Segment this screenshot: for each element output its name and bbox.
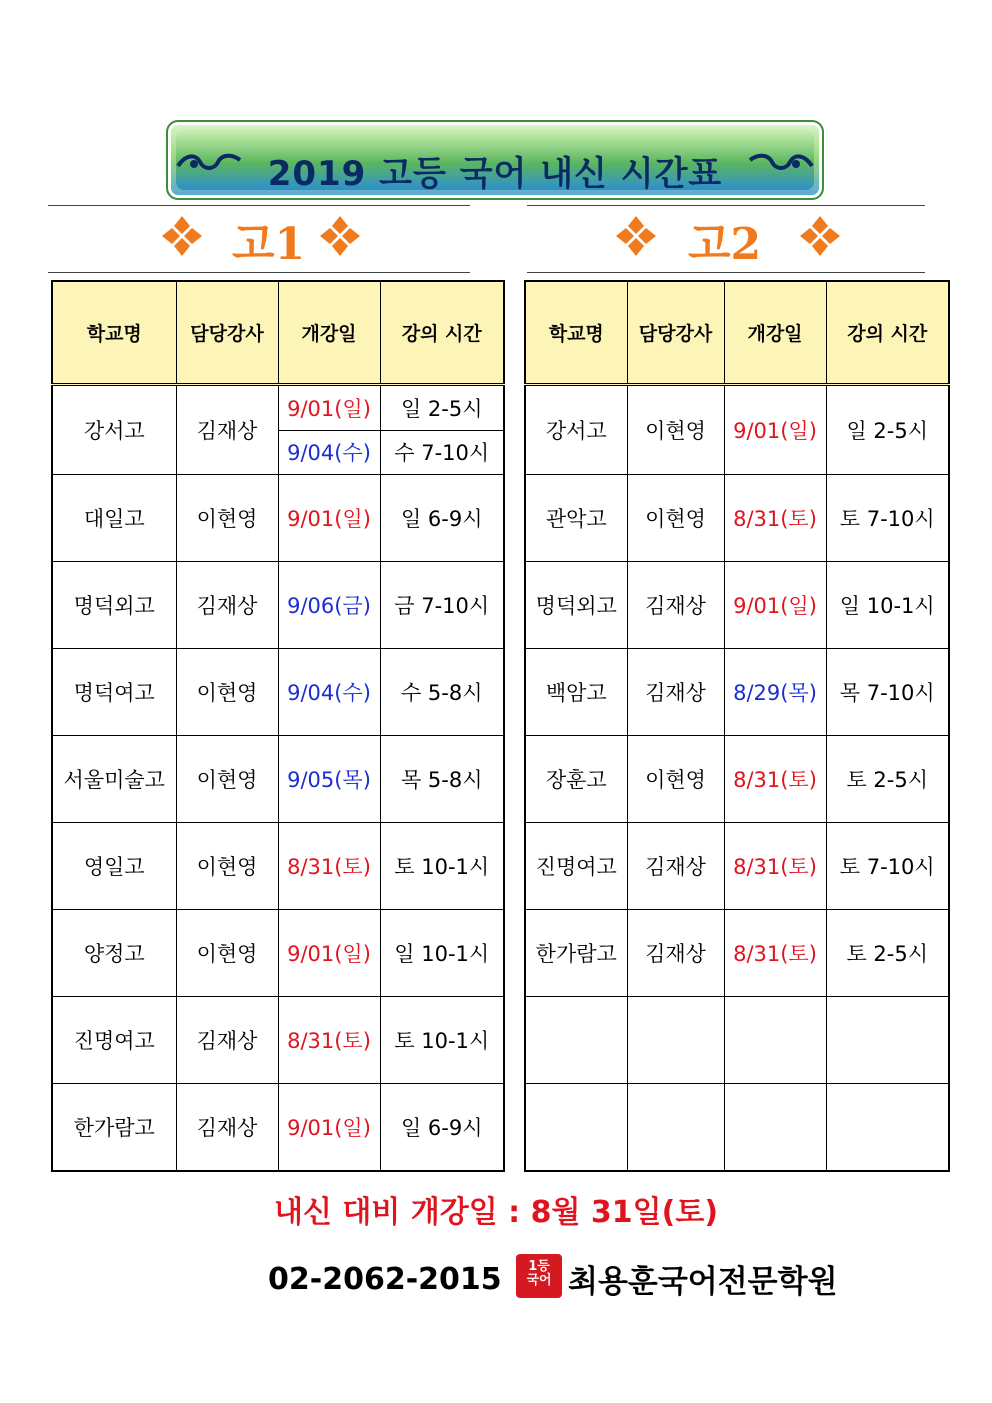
- start-date-cell: 9/04(수): [278, 649, 380, 736]
- flourish-right-icon: [746, 144, 816, 180]
- class-time-cell: 일 10-1시: [826, 562, 949, 649]
- header-start-date: 개강일: [278, 281, 380, 385]
- teacher-cell: 이현영: [176, 649, 278, 736]
- table-row: [525, 823, 949, 910]
- teacher-cell: 이현영: [627, 385, 724, 475]
- table-row: [525, 385, 949, 475]
- school-cell: 진명여고: [52, 997, 176, 1084]
- grade-2-heading: 고2: [688, 219, 762, 270]
- school-cell: 양정고: [52, 910, 176, 997]
- logo-text-top: 1등: [528, 1259, 550, 1274]
- start-date-cell: 9/01(일): [724, 385, 826, 475]
- class-time-cell: 수 7-10시: [380, 430, 504, 475]
- rule-g1-top: [48, 205, 470, 206]
- start-date-cell: 9/01(일): [278, 385, 380, 431]
- table-row: [525, 910, 949, 997]
- grade-1-timetable: [51, 280, 505, 1172]
- school-cell: 강서고: [52, 385, 176, 475]
- header-teacher: 담당강사: [176, 281, 278, 385]
- class-time-cell: 토 7-10시: [826, 475, 949, 562]
- diamond-ornament-icon: [318, 214, 362, 258]
- table-row: [525, 475, 949, 562]
- teacher-cell: 김재상: [176, 997, 278, 1084]
- school-cell: 관악고: [525, 475, 627, 562]
- table-row: [52, 823, 504, 910]
- rule-g1-bottom: [48, 272, 470, 273]
- table-row: [525, 562, 949, 649]
- start-date-cell: 8/31(토): [278, 823, 380, 910]
- table-header-row: [52, 281, 504, 385]
- header-class-time: 강의 시간: [380, 281, 504, 385]
- logo-text-bottom: 국어: [526, 1273, 552, 1288]
- class-time-cell: 목 5-8시: [380, 736, 504, 823]
- school-cell: 강서고: [525, 385, 627, 475]
- school-cell: 영일고: [52, 823, 176, 910]
- grade-1-heading: 고1: [232, 219, 306, 270]
- school-cell: 백암고: [525, 649, 627, 736]
- school-cell: 명덕여고: [52, 649, 176, 736]
- school-cell: 서울미술고: [52, 736, 176, 823]
- table-row: [52, 910, 504, 997]
- start-date-cell: 9/04(수): [278, 430, 380, 475]
- class-time-cell: 목 7-10시: [826, 649, 949, 736]
- header-start-date: 개강일: [724, 281, 826, 385]
- table-header-row: [525, 281, 949, 385]
- opening-date-note: 내신 대비 개강일 : 8월 31일(토): [273, 1195, 719, 1230]
- class-time-cell: 일 6-9시: [380, 1084, 504, 1172]
- class-time-cell: 수 5-8시: [380, 649, 504, 736]
- start-date-cell: 9/06(금): [278, 562, 380, 649]
- empty-cell: [724, 1084, 826, 1172]
- table-row: [52, 385, 504, 431]
- empty-cell: [724, 997, 826, 1084]
- class-time-cell: 토 2-5시: [826, 910, 949, 997]
- academy-logo: [516, 1254, 562, 1298]
- header-school: 학교명: [525, 281, 627, 385]
- table-row: [52, 475, 504, 562]
- table-row: [52, 1084, 504, 1172]
- empty-cell: [627, 997, 724, 1084]
- diamond-ornament-icon: [798, 214, 842, 258]
- table-row-empty: [525, 1084, 949, 1172]
- school-cell: 진명여고: [525, 823, 627, 910]
- start-date-cell: 9/01(일): [278, 1084, 380, 1172]
- class-time-cell: 토 10-1시: [380, 823, 504, 910]
- empty-cell: [627, 1084, 724, 1172]
- table-row: [52, 562, 504, 649]
- class-time-cell: 토 10-1시: [380, 997, 504, 1084]
- teacher-cell: 김재상: [627, 649, 724, 736]
- empty-cell: [525, 1084, 627, 1172]
- table-row: [525, 649, 949, 736]
- class-time-cell: 일 6-9시: [380, 475, 504, 562]
- teacher-cell: 이현영: [627, 475, 724, 562]
- phone-number: 02-2062-2015: [268, 1262, 502, 1297]
- teacher-cell: 이현영: [627, 736, 724, 823]
- start-date-cell: 8/31(토): [724, 823, 826, 910]
- rule-g2-top: [527, 205, 925, 206]
- class-time-cell: 토 7-10시: [826, 823, 949, 910]
- start-date-cell: 9/01(일): [278, 475, 380, 562]
- class-time-cell: 일 10-1시: [380, 910, 504, 997]
- teacher-cell: 김재상: [176, 1084, 278, 1172]
- header-teacher: 담당강사: [627, 281, 724, 385]
- school-cell: 명덕외고: [52, 562, 176, 649]
- header-class-time: 강의 시간: [826, 281, 949, 385]
- class-time-cell: 일 2-5시: [380, 385, 504, 431]
- teacher-cell: 이현영: [176, 736, 278, 823]
- school-cell: 한가람고: [52, 1084, 176, 1172]
- table-row-empty: [525, 997, 949, 1084]
- teacher-cell: 김재상: [176, 562, 278, 649]
- school-cell: 대일고: [52, 475, 176, 562]
- banner-title: 2019 고등 국어 내신 시간표: [267, 154, 723, 194]
- school-cell: 장훈고: [525, 736, 627, 823]
- diamond-ornament-icon: [614, 214, 658, 258]
- start-date-cell: 8/31(토): [724, 475, 826, 562]
- teacher-cell: 김재상: [176, 385, 278, 475]
- diamond-ornament-icon: [160, 214, 204, 258]
- school-cell: 한가람고: [525, 910, 627, 997]
- teacher-cell: 김재상: [627, 910, 724, 997]
- start-date-cell: 9/05(목): [278, 736, 380, 823]
- teacher-cell: 이현영: [176, 823, 278, 910]
- teacher-cell: 이현영: [176, 475, 278, 562]
- class-time-cell: 토 2-5시: [826, 736, 949, 823]
- header-school: 학교명: [52, 281, 176, 385]
- table-row: [52, 649, 504, 736]
- grade-2-timetable: [524, 280, 950, 1172]
- empty-cell: [826, 1084, 949, 1172]
- table-row: [52, 997, 504, 1084]
- start-date-cell: 8/31(토): [724, 736, 826, 823]
- class-time-cell: 일 2-5시: [826, 385, 949, 475]
- teacher-cell: 이현영: [176, 910, 278, 997]
- start-date-cell: 9/01(일): [724, 562, 826, 649]
- empty-cell: [525, 997, 627, 1084]
- school-cell: 명덕외고: [525, 562, 627, 649]
- rule-g2-bottom: [527, 272, 925, 273]
- start-date-cell: 8/31(토): [278, 997, 380, 1084]
- table-row: [525, 736, 949, 823]
- title-banner: [166, 120, 824, 200]
- teacher-cell: 김재상: [627, 562, 724, 649]
- teacher-cell: 김재상: [627, 823, 724, 910]
- table-row: [52, 736, 504, 823]
- class-time-cell: 금 7-10시: [380, 562, 504, 649]
- academy-name: 최용훈국어전문학원: [568, 1264, 838, 1300]
- empty-cell: [826, 997, 949, 1084]
- start-date-cell: 9/01(일): [278, 910, 380, 997]
- start-date-cell: 8/29(목): [724, 649, 826, 736]
- start-date-cell: 8/31(토): [724, 910, 826, 997]
